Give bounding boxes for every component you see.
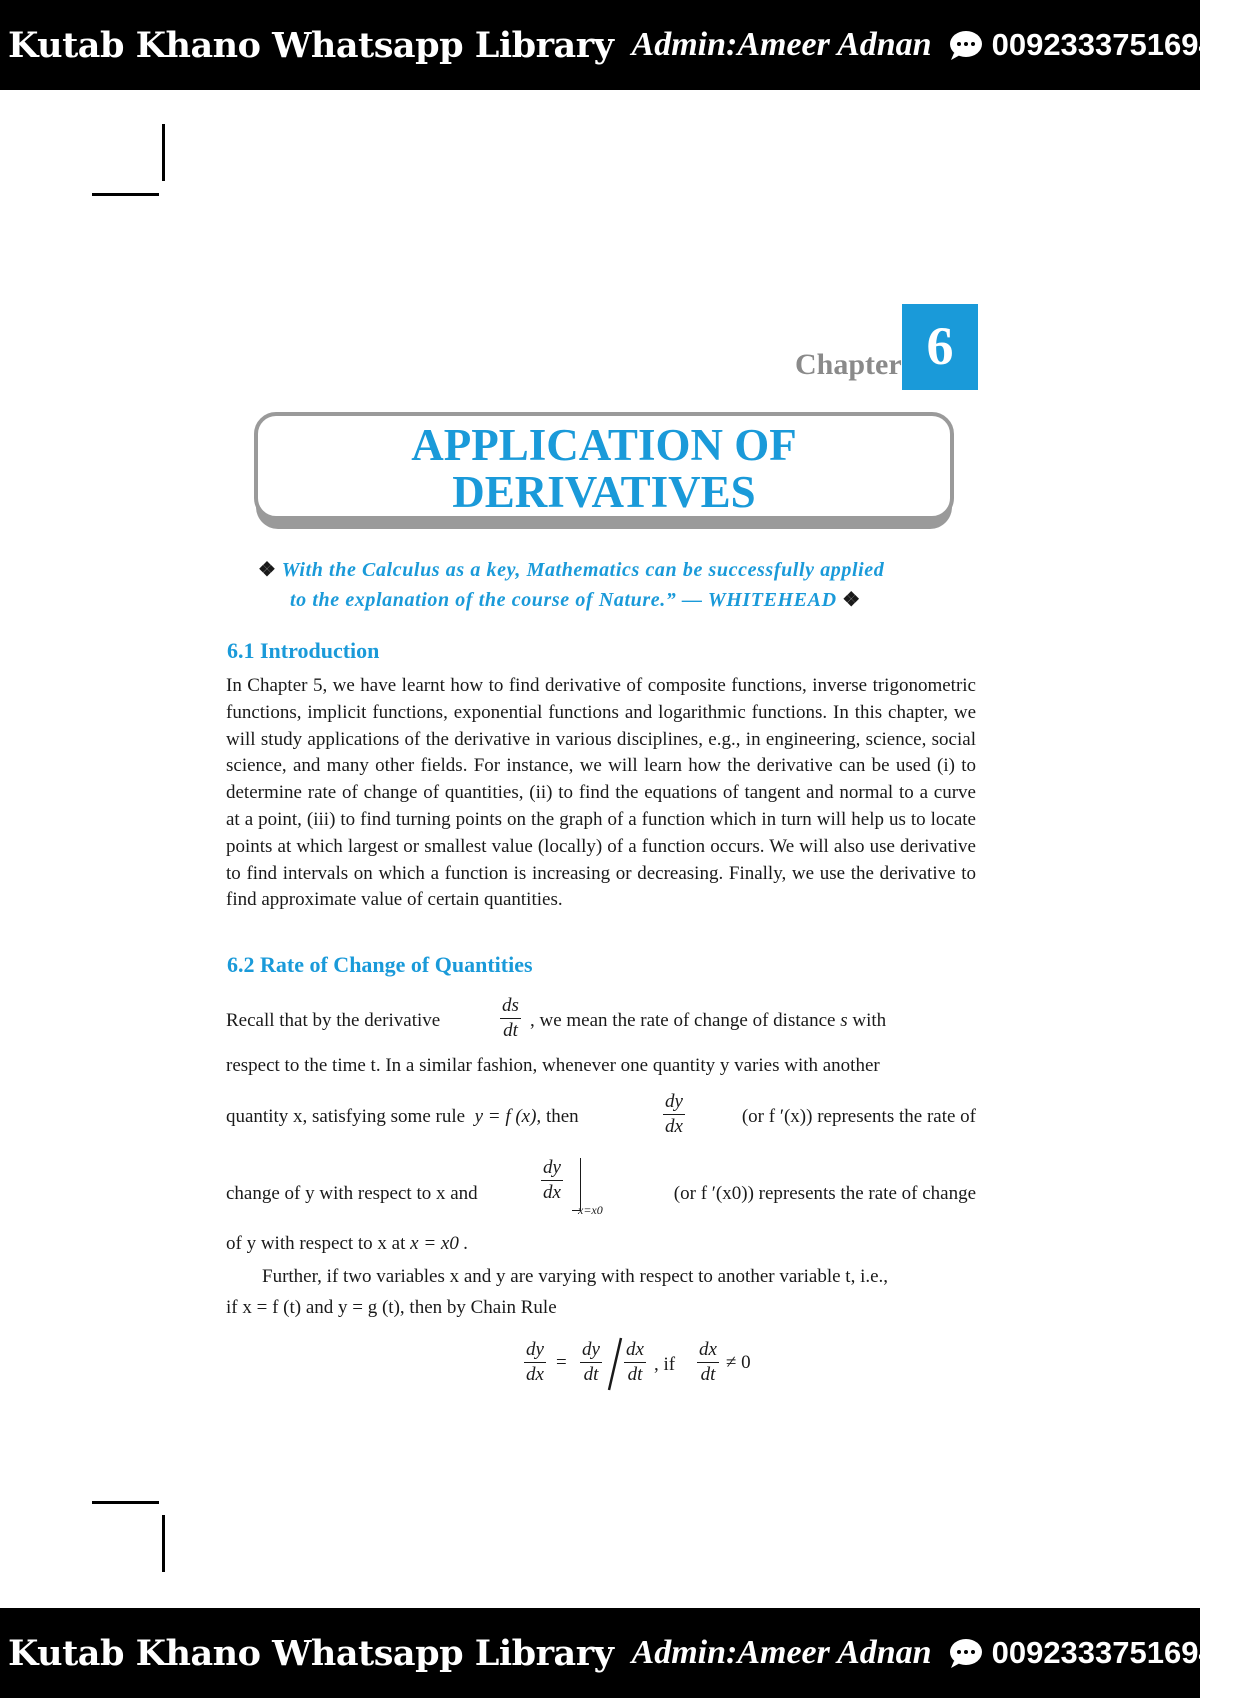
- fraction-dy-dx: $\frac{dy}{dx}$: [665, 1091, 683, 1137]
- section-heading-rate-of-change: 6.2 Rate of Change of Quantities: [227, 952, 533, 977]
- chapter-title: [258, 416, 950, 516]
- top-banner: [0, 0, 1233, 90]
- evaluation-subscript: x=x0: [578, 1203, 603, 1217]
- chapter-title-line-2: DERIVATIVES: [452, 467, 756, 517]
- respect-time-line: respect to the time t. In a similar fashion, whenever one quantity y varies with another: [226, 1055, 880, 1076]
- recall-line: Recall that by the derivative: [226, 1010, 441, 1031]
- division-slash: [606, 1336, 624, 1392]
- equals-sign: =: [556, 1352, 567, 1373]
- change-of-y-line-continued: (or f ′(x0)) represents the rate of change: [673, 1183, 976, 1204]
- change-of-y-line: change of y with respect to x and: [226, 1183, 478, 1204]
- banner-admin: Admin:Ameer Adnan: [631, 1634, 932, 1671]
- banner-library-name: Kutab Khano Whatsapp Library: [8, 24, 614, 66]
- eq-fraction-dx-dt-condition: $\frac{dx}{dt}$: [699, 1339, 717, 1385]
- chain-rule-line: if x = f (t) and y = g (t), then by Chain Rule: [226, 1297, 557, 1318]
- whatsapp-chat-icon: [948, 1637, 984, 1669]
- eq-fraction-dy-dx: $\frac{dy}{dx}$: [526, 1339, 544, 1385]
- eq-not-equal-zero: ≠ 0: [726, 1352, 751, 1373]
- quantity-rule-line-continued: (or f ′(x)) represents the rate of: [741, 1106, 976, 1127]
- banner-phone: 00923337516944: [991, 27, 1233, 62]
- fraction-ds-dt: $\frac{ds}{dt}$: [502, 995, 519, 1041]
- epigraph-line-2: to the explanation of the course of Nature.” — WHITEHEAD ❖: [290, 589, 861, 611]
- chapter-label: Chapter: [795, 348, 902, 381]
- banner-phone: 00923337516944: [991, 1635, 1233, 1670]
- banner-library-name: Kutab Khano Whatsapp Library: [8, 1632, 614, 1674]
- whatsapp-chat-icon: [948, 29, 984, 61]
- further-line: Further, if two variables x and y are varying with respect to another variable t, i.e.,: [262, 1266, 889, 1287]
- at-x0-line: of y with respect to x at x = x0 .: [226, 1233, 469, 1254]
- crop-mark: [92, 193, 159, 196]
- banner-admin: Admin:Ameer Adnan: [631, 26, 932, 63]
- crop-mark: [92, 1501, 159, 1504]
- recall-line-continued: , we mean the rate of change of distance s with: [530, 1010, 887, 1031]
- chapter-title-line-1: APPLICATION OF: [411, 420, 797, 470]
- eq-if: , if: [654, 1354, 676, 1375]
- crop-mark: [162, 124, 165, 181]
- chapter-number: 6: [902, 304, 978, 390]
- chapter-title-box: [254, 412, 954, 520]
- introduction-paragraph: In Chapter 5, we have learnt how to find derivative of composite functions, inverse trigonometric functions, implicit functions, exponential functions and logarithmic functions. In this chapter, we will study applications of the derivative in various disciplines, e.g., in engineering, science, social science, and many other fields. For instance, we will learn how the derivative can be used (i) to determine rate of change of quantities, (ii) to find the equations of tangent and normal to a curve at a point, (iii) to find turning points on the graph of a function which in turn will help us to locate points at which largest or smallest value (locally) of a function occurs. We will also use derivative to find intervals on which a function is increasing or decreasing. Finally, we use the derivative to find approximate value of certain quantities.: [226, 675, 976, 911]
- epigraph-line-1: ❖ With the Calculus as a key, Mathematics can be successfully applied: [258, 559, 885, 581]
- ornament-icon: ❖: [842, 589, 861, 611]
- fraction-dy-dx-evaluated: $\frac{dy}{dx}$: [543, 1157, 561, 1203]
- ornament-icon: ❖: [258, 559, 277, 581]
- eq-fraction-dx-dt: $\frac{dx}{dt}$: [626, 1339, 644, 1385]
- section-heading-introduction: 6.1 Introduction: [227, 638, 380, 663]
- crop-mark: [162, 1515, 165, 1572]
- bottom-banner: [0, 1608, 1233, 1698]
- eq-fraction-dy-dt: $\frac{dy}{dt}$: [582, 1339, 600, 1385]
- quantity-rule-line: quantity x, satisfying some rule y = f (x), then: [226, 1106, 579, 1127]
